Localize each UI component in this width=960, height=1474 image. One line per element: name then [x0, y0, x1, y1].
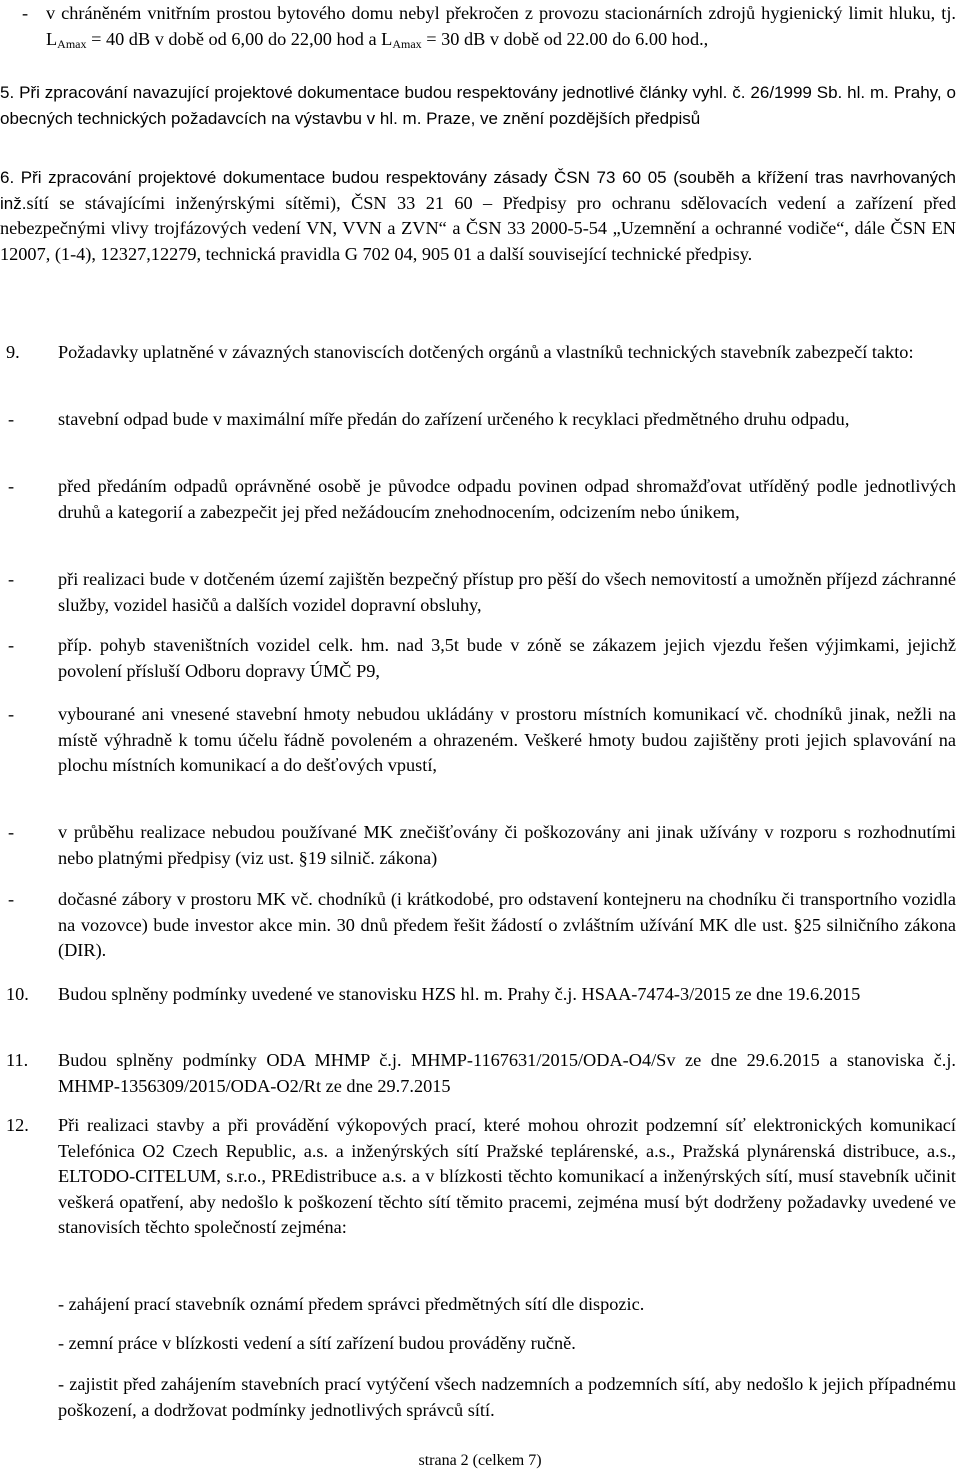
item-12-subpoint: - zemní práce v blízkosti vedení a sítí zařízení budou prováděny ručně. [58, 1333, 576, 1353]
item-9-bullet: - při realizaci bude v dotčeném území zajištěn bezpečný přístup pro pěší do všech nemovitostí a umožněn příjezd záchranné služby, vozidel hasičů a dalších vozidel dopravní obsluhy, [8, 569, 956, 615]
item-9-bullet: - dočasné zábory v prostoru MK vč. chodníků (i krátkodobé, pro odstavení kontejneru na chodníku či transportního vozidla na vozovce) bude investor akce min. 30 dnů předem řešit žádostí o zvláštním užívání MK dle ust. §25 silničního zákona (DIR). [8, 889, 956, 960]
item-9-intro: Požadavky uplatněné v závazných stanoviscích dotčených orgánů a vlastníků technických stavebník zabezpečí takto: [58, 342, 914, 362]
item-5-text: 5. Při zpracování navazující projektové dokumentace budou respektovány jednotlivé články vyhl. č. 26/1999 Sb. hl. m. Prahy, o obecných technických požadavcích na výstavbu v hl. m. Praze, ve znění pozdějších předpisů [0, 83, 956, 128]
bullet-dash: - [8, 704, 15, 724]
item-12-subpoint: - zajistit před zahájením stavebních prací vytýčení všech nadzemních a podzemních sítí, aby nedošlo k jejich případnému poškození, a dodržovat podmínky jednotlivých správců sítí. [58, 1374, 956, 1420]
list-dash: - [22, 3, 29, 23]
page-number-label: strana 2 (celkem 7) [418, 1452, 542, 1469]
item-9-bullet: - příp. pohyb staveništních vozidel celk. hm. nad 3,5t bude v zóně se zákazem jejich vjezdu řešen výjimkami, jejichž povolení přísluší Odboru dopravy ÚMČ P9, [8, 635, 956, 681]
page-footer [0, 1448, 960, 1474]
top-list-item [0, 1, 960, 57]
bullet-dash: - [8, 822, 15, 842]
top-item-text: v chráněném vnitřním prostou bytového domu nebyl překročen z provozu stacionárních zdrojů hygienický limit hluku, tj. $L_{Amax} = 40$ dB v době od 6,00 do 22,00 hod a $L_{Amax} = 30$ dB v době od 22.00 do 6.00 hod., [46, 3, 956, 51]
bullet-dash: - [8, 409, 15, 429]
item-5-number: 5. [0, 83, 15, 102]
item-12-text: Při realizaci stavby a při provádění výkopových prací, které mohou ohrozit podzemní síť elektronických komunikací Telefónica O2 Czech Republic, a.s. a inženýrských sítí Pražské teplárenské, a.s., Pražská plynárenská distribuce, a.s., ELTODO-CITELUM, s.r.o., PREdistribuce a.s. a v blízkosti těchto komunikací a inženýrských sítí, musí stavebník učinit veškerá opatření, aby nedošlo k poškození těchto sítí těmito pracemi, zejména musí být dodrženy požadavky uvedené ve stanovisích těchto společností zejména: [58, 1115, 956, 1237]
item-9-bullet: - stavební odpad bude v maximální míře předán do zařízení určeného k recyklaci předmětného druhu odpadu, [0, 407, 960, 433]
item-9-number: 9. [6, 342, 20, 362]
item-10-text: Budou splněny podmínky uvedené ve stanovisku HZS hl. m. Prahy č.j. HSAA-7474-3/2015 ze dne 19.6.2015 [58, 984, 861, 1004]
item-11 [0, 1048, 960, 1099]
item-6-text: 6. Při zpracování projektové dokumentace budou respektovány zásady ČSN 73 60 05 (souběh a křížení tras navrhovaných inž.sítí se stávajícími inženýrskými sítěmi), ČSN 33 21 60 – Předpisy pro ochranu sdělovacích vedení a zařízení před nebezpečnými vlivy trojfázových vedení VN, VVN a ZVN“ a ČSN 33 2000-5-54 „Uzemnění a ochranné vodiče“, dále ČSN EN 12007, (1-4), 12327,12279, technická pravidla G 702 04, 905 01 a další související technické předpisy. [0, 168, 956, 264]
item-12-subpoint: - zahájení prací stavebník oznámí předem správci předmětných sítí dle dispozic. [58, 1294, 645, 1314]
item-5 [0, 80, 960, 131]
bullet-dash: - [8, 476, 15, 496]
bullet-dash: - [8, 569, 15, 589]
item-12 [0, 1113, 960, 1241]
item-9 [0, 340, 960, 366]
item-9-bullet: - v průběhu realizace nebudou používané MK znečišťovány či poškozovány ani jinak užívány v rozporu s rozhodnutími nebo platnými předpisy (viz ust. §19 silnič. zákona) [8, 822, 956, 868]
item-10-number: 10. [6, 984, 29, 1004]
item-11-number: 11. [6, 1050, 29, 1070]
item-9-bullet: - před předáním odpadů oprávněné osobě je původce odpadu povinen odpad shromažďovat utříděný podle jednotlivých druhů a kategorií a zabezpečit jej před nežádoucím znehodnocením, odcizením nebo únikem, [8, 476, 956, 522]
bullet-dash: - [8, 889, 15, 909]
item-6 [0, 165, 960, 267]
item-10 [0, 982, 960, 1008]
item-11-text: Budou splněny podmínky ODA MHMP č.j. MHMP-1167631/2015/ODA-O4/Sv ze dne 29.6.2015 a stanoviska č.j. MHMP-1356309/2015/ODA-O2/Rt ze dne 29.7.2015 [58, 1050, 956, 1096]
item-12-number: 12. [6, 1115, 29, 1135]
bullet-dash: - [8, 635, 15, 655]
item-9-bullet: - vybourané ani vnesené stavební hmoty nebudou ukládány v prostoru místních komunikací vč. chodníků jinak, nežli na místě výhradně k tomu účelu řádně povoleném a ohrazeném. Veškeré hmoty budou zajištěny proti jejich splavování na plochu místních komunikací a do dešťových vpustí, [8, 704, 956, 775]
item-6-number: 6. [0, 168, 15, 187]
